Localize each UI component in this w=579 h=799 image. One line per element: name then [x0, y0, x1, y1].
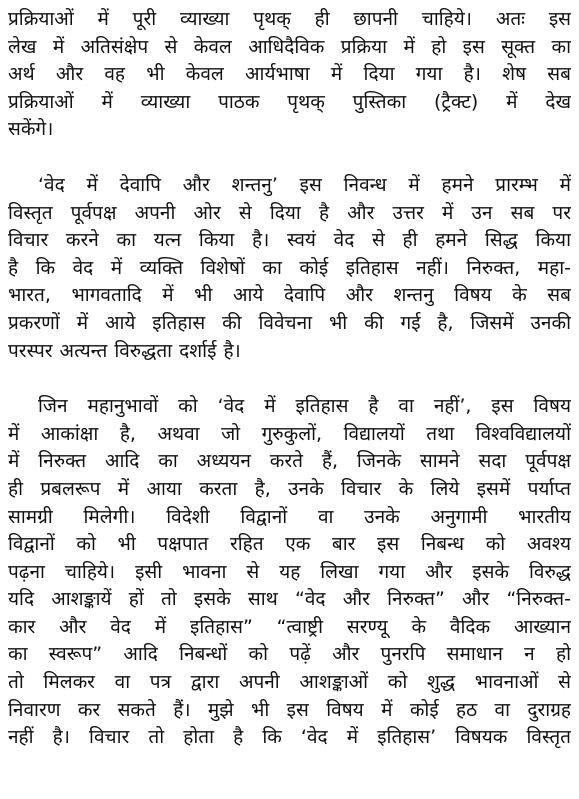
text-line: प्रक्रियाओं में पूरी व्याख्या पृथक् ही छापनी चाहिये। अतः इस	[8, 8, 571, 30]
paragraph-2	[8, 172, 571, 365]
text-line: सामग्री मिलेगी। विदेशी विद्वानों वा उनके अनुगामी भारतीय	[8, 505, 571, 528]
text-line: कार और वेद में इतिहास” “त्वाष्ट्री सरण्यू के वैदिक आख्यान	[8, 615, 571, 638]
text-line: भारत, भागवतादि में भी आये देवापि और शन्तनु विषय के सब	[8, 284, 571, 307]
paragraph-gap	[8, 144, 571, 172]
text-line: का स्वरूप” आदि निबन्धों को पढ़ें और पुनरपि समाधान न हो	[8, 643, 571, 666]
text-line: प्रकरणों में आये इतिहास की विवेचना भी की गई है, जिसमें उनकी	[8, 311, 571, 334]
text-line: जिन महानुभावों को ‘वेद में इतिहास है वा नहीं’, इस विषय	[38, 395, 571, 418]
text-line: विद्वानों को भी पक्षपात रहित एक बार इस निबन्ध को अवश्य	[8, 533, 571, 556]
text-line: में निरुक्त आदि का अध्ययन करते हैं, जिनके सामने सदा पूर्वपक्ष	[8, 450, 571, 473]
text-line: लेख में अतिसंक्षेप से केवल आधिदैविक प्रक्रिया में हो इस सूक्त का	[8, 35, 571, 58]
text-line: विस्तृत पूर्वपक्ष अपनी ओर से दिया है और उत्तर में उन सब पर	[8, 201, 571, 224]
text-line: में आकांक्षा है, अथवा जो गुरुकुलों, विद्यालयों तथा विश्वविद्यालयों	[8, 422, 571, 445]
text-line: प्रक्रियाओं में व्याख्या पाठक पृथक् पुस्तिका (ट्रैक्ट) में देख	[8, 90, 571, 113]
paragraph-1	[8, 6, 571, 144]
text-line: सकेंगे।	[8, 118, 54, 141]
text-line: विचार करने का यत्न किया है। स्वयं वेद से ही हमने सिद्ध किया	[8, 229, 571, 252]
text-line: निवारण कर सकते हैं। मुझे भी इस विषय में कोई हठ वा दुराग्रह	[8, 698, 571, 721]
text-line: पढ़ना चाहिये। इसी भावना से यह लिखा गया और इसके विरुद्ध	[8, 560, 571, 583]
paragraph-gap	[8, 365, 571, 393]
text-line: परस्पर अत्यन्त विरुद्धता दर्शाई है।	[8, 339, 241, 362]
text-line: तो मिलकर वा पत्र द्वारा अपनी आशङ्काओं को शुद्ध भावनाओं से	[8, 671, 571, 694]
text-line: ही प्रबलरूप में आया करता है, उनके विचार के लिये इसमें पर्याप्त	[8, 477, 571, 500]
text-line: अर्थ और वह भी केवल आर्यभाषा में दिया गया है। शेष सब	[8, 63, 571, 86]
text-line: यदि आशङ्कायें हों तो इसके साथ “वेद और निरुक्त” और “निरुक्त-	[8, 588, 571, 611]
paragraph-3	[8, 393, 571, 752]
text-line: है कि वेद में व्यक्ति विशेषों का कोई इतिहास नहीं। निरुक्त, महा-	[8, 256, 571, 279]
text-line: नहीं है। विचार तो होता है कि ‘वेद में इतिहास’ विषयक विस्तृत	[8, 726, 571, 749]
text-line: ‘वेद में देवापि और शन्तनु’ इस निवन्ध में हमने प्रारम्भ में	[38, 173, 571, 196]
